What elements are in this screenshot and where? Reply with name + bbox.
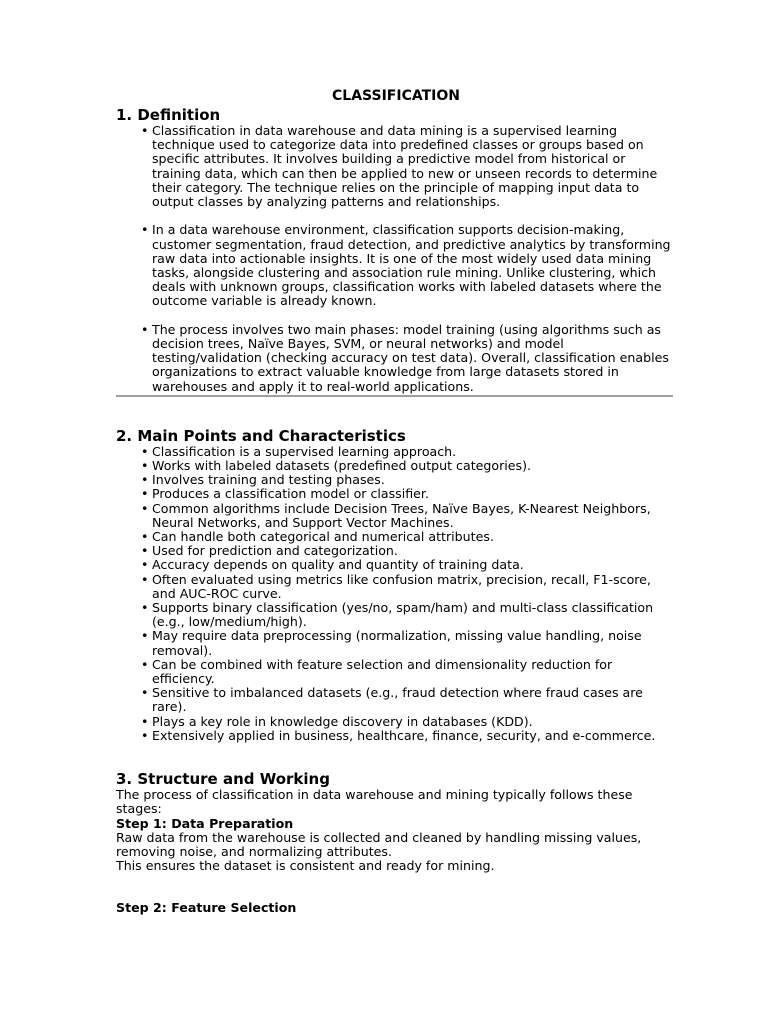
section-divider: [116, 395, 673, 397]
definition-list: [116, 124, 676, 394]
step-1-title: Step 1: Data Preparation: [116, 815, 294, 831]
list-item: • Often evaluated using metrics like confusion matrix, precision, recall, F1-score, and AUC-ROC curve.: [116, 573, 676, 601]
document-title: CLASSIFICATION: [332, 88, 460, 104]
characteristics-list: [116, 445, 676, 743]
list-item: • Extensively applied in business, healthcare, finance, security, and e-commerce.: [116, 729, 676, 743]
list-item: • Common algorithms include Decision Trees, Naïve Bayes, K-Nearest Neighbors, Neural Networks, and Support Vector Machines.: [116, 502, 676, 530]
list-item: • Produces a classification model or classifier.: [116, 487, 676, 501]
structure-intro: The process of classification in data warehouse and mining typically follows these stages:: [116, 787, 633, 817]
section-heading-definition: 1. Definition: [116, 106, 221, 124]
list-item: • The process involves two main phases: model training (using algorithms such as decision trees, Naïve Bayes, SVM, or neural networks) and model testing/validation (checking accuracy on test data). Overall, classification enables organizations to extract valuable knowledge from large datasets stored in warehouses and apply it to real-world applications.: [116, 323, 676, 394]
list-item: • Classification in data warehouse and data mining is a supervised learning technique used to categorize data into predefined classes or groups based on specific attributes. It involves building a predictive model from historical or training data, which can then be applied to new or unseen records to determine their category. The technique relies on the principle of mapping input data to output classes by analyzing patterns and relationships.: [116, 124, 676, 209]
list-item: • Sensitive to imbalanced datasets (e.g., fraud detection where fraud cases are rare).: [116, 686, 676, 714]
list-item: • Supports binary classification (yes/no, spam/ham) and multi-class classification (e.g., low/medium/high).: [116, 601, 676, 629]
list-item: • May require data preprocessing (normalization, missing value handling, noise removal).: [116, 629, 676, 657]
list-item: • Plays a key role in knowledge discovery in databases (KDD).: [116, 715, 676, 729]
section-heading-characteristics: 2. Main Points and Characteristics: [116, 426, 406, 445]
section-characteristics: [116, 427, 676, 743]
section-structure: [116, 770, 676, 915]
list-item: • Classification is a supervised learning approach.: [116, 445, 676, 459]
list-item: • Involves training and testing phases.: [116, 473, 676, 487]
list-item: • Used for prediction and categorization.: [116, 544, 676, 558]
document-content: [116, 86, 676, 916]
list-item: • Works with labeled datasets (predefined output categories).: [116, 459, 676, 473]
spacer: [116, 873, 676, 901]
list-item: • In a data warehouse environment, classification supports decision-making, customer segmentation, fraud detection, and predictive analytics by transforming raw data into actionable insights. It is one of the most widely used data mining tasks, alongside clustering and association rule mining. Unlike clustering, which deals with unknown groups, classification works with labeled datasets where the outcome variable is already known.: [116, 223, 676, 308]
list-item: • Accuracy depends on quality and quantity of training data.: [116, 558, 676, 572]
step-2-title: Step 2: Feature Selection: [116, 900, 297, 916]
step-1-text: Raw data from the warehouse is collected and cleaned by handling missing values, removing noise, and normalizing attributes.: [116, 829, 642, 859]
list-item: • Can be combined with feature selection and dimensionality reduction for efficiency.: [116, 658, 676, 686]
section-heading-structure: 3. Structure and Working: [116, 770, 330, 789]
list-item: • Can handle both categorical and numerical attributes.: [116, 530, 676, 544]
step-1-text-2: This ensures the dataset is consistent and ready for mining.: [116, 858, 495, 874]
